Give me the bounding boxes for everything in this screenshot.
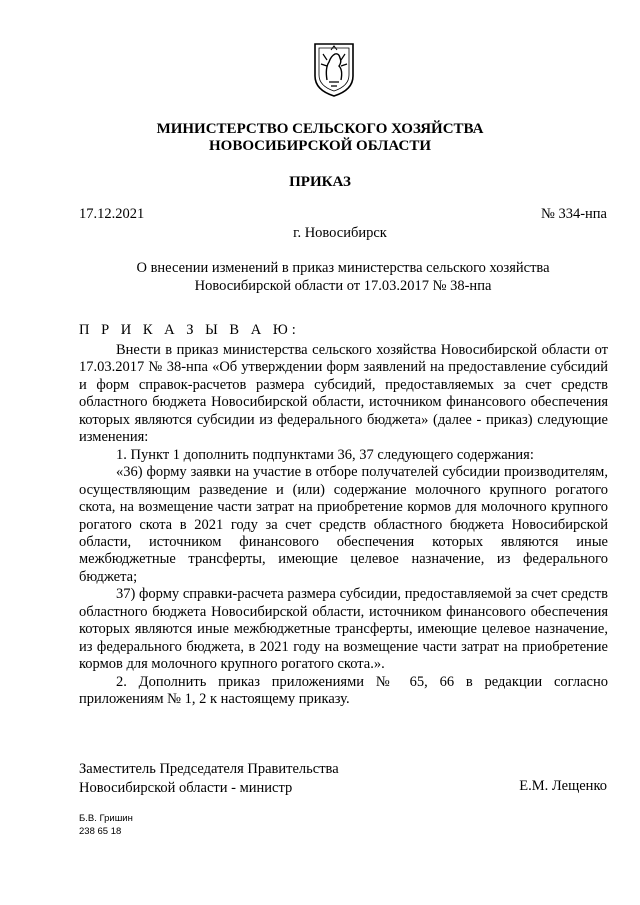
coat-of-arms-icon	[309, 40, 359, 98]
paragraph: 1. Пункт 1 дополнить подпунктами 36, 37 следующего содержания:	[116, 446, 534, 463]
paragraph: Внести в приказ министерства сельского хозяйства Новосибирской области от 17.03.2017 № 38-нпа «Об утверждении форм заявлений на предоставление субсидий и форм справок-расчетов размера субсидий, предоставляемых за счет средств областного бюджета Новосибирской области, источником финансового обеспечения которых являются субсидии из федерального бюджета» (далее - приказ) следующие изменения:	[79, 342, 608, 446]
subject-line2: Новосибирской области от 17.03.2017 № 38-нпа	[194, 277, 492, 294]
position-line1: Заместитель Председателя Правительства	[79, 761, 339, 777]
paragraph: 2. Дополнить приказ приложениями № 65, 66 в редакции согласно приложениям № 1, 2 к настоящему приказу.	[79, 673, 608, 708]
executor-info	[79, 813, 133, 838]
signatory-name: Е.М. Лещенко	[519, 778, 607, 794]
signatory-position	[79, 760, 339, 797]
ministry-name-line2: НОВОСИБИРСКОЙ ОБЛАСТИ	[208, 138, 432, 154]
order-word: П Р И К А З Ы В А Ю:	[79, 322, 300, 338]
subject-line1: О внесении изменений в приказ министерства сельского хозяйства	[136, 260, 550, 276]
executor-phone: 238 65 18	[79, 825, 122, 837]
document-body	[79, 342, 608, 709]
paragraph: «36) форму заявки на участие в отборе получателей субсидии производителям, осуществляющим разведение и (или) содержание молочного крупного рогатого скота, на возмещение части затрат на приобретение кормов для молочного крупного рогатого скота в 2021 году за счет средств областного бюджета Новосибирской области, источником финансового обеспечения которых являются иные межбюджетные трансферты, имеющие целевое назначение, из федерального бюджета;	[79, 464, 608, 585]
document-city: г. Новосибирск	[293, 225, 387, 241]
executor-name: Б.В. Гришин	[79, 813, 133, 824]
paragraph: 37) форму справки-расчета размера субсидии, предоставляемой за счет средств областного бюджета Новосибирской области, источником финансового обеспечения которых являются иные межбюджетные трансферты, имеющие целевое назначение, из федерального бюджета, в 2021 году на возмещение части затрат на приобретение кормов для молочного крупного рогатого скота.».	[79, 586, 608, 673]
document-subject	[79, 260, 607, 295]
ministry-name-line1: МИНИСТЕРСТВО СЕЛЬСКОГО ХОЗЯЙСТВА	[156, 121, 484, 137]
document-date: 17.12.2021	[79, 206, 145, 222]
document-title: ПРИКАЗ	[289, 174, 351, 190]
document-number: № 334-нпа	[541, 206, 607, 222]
position-line2: Новосибирской области - министр	[79, 779, 293, 796]
